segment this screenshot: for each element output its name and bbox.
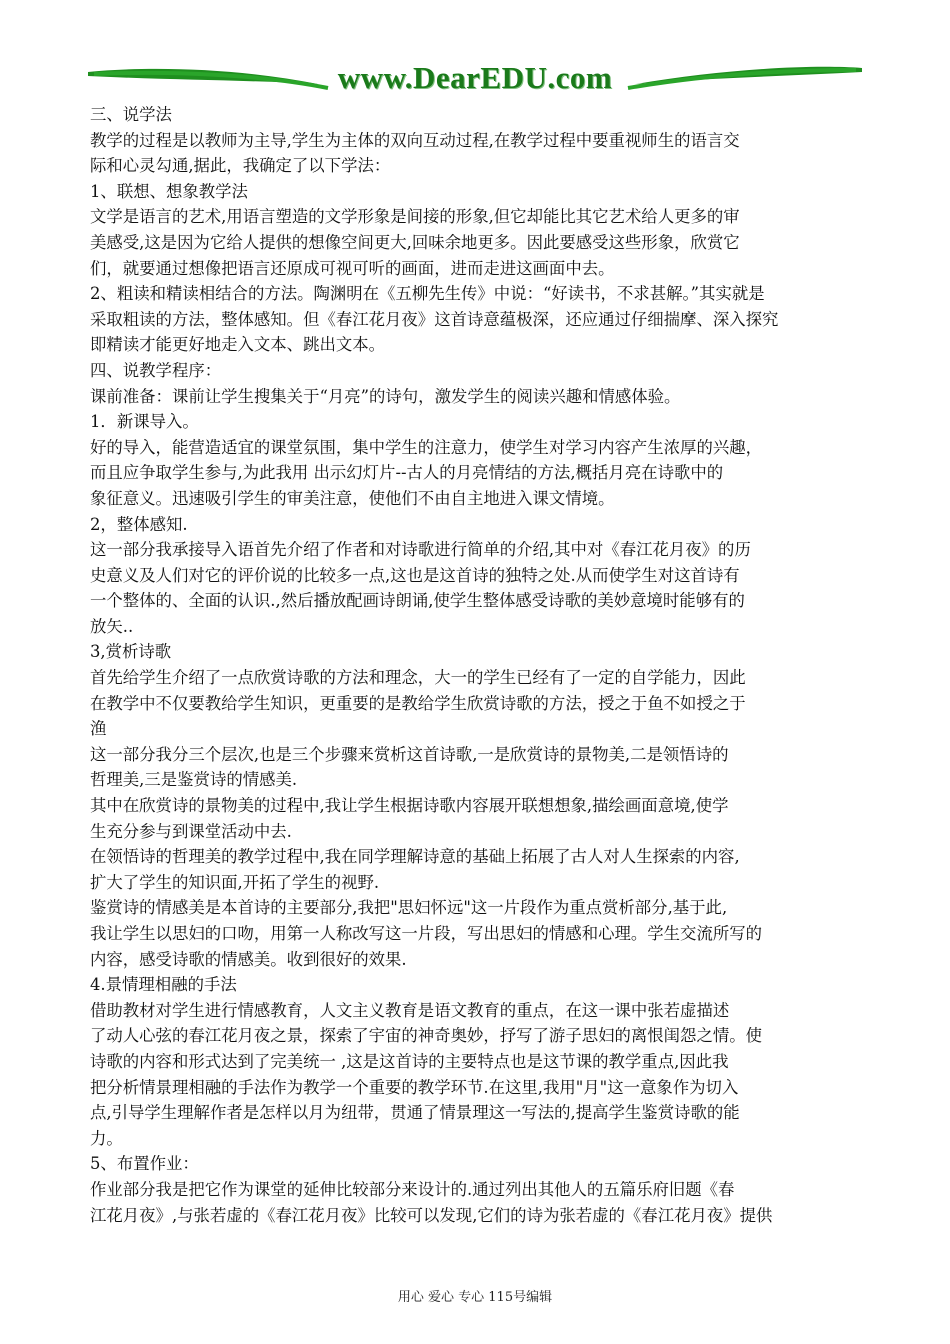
text-line: 这一部分我分三个层次,也是三个步骤来赏析这首诗歌,一是欣赏诗的景物美,二是领悟诗的 <box>90 744 729 764</box>
text-line: 4.景情理相融的手法 <box>90 975 237 995</box>
text-line: 史意义及人们对它的评价说的比较多一点,这也是这首诗的独特之处.从而使学生对这首诗有 <box>90 565 740 585</box>
text-line: 借助教材对学生进行情感教育，人文主义教育是语文教育的重点，在这一课中张若虚描述 <box>90 1000 730 1020</box>
text-line: 我让学生以思妇的口吻，用第一人称改写这一片段，写出思妇的情感和心理。学生交流所写的 <box>90 924 763 943</box>
text-line: 文学是语言的艺术,用语言塑造的文学形象是间接的形象,但它却能比其它艺术给人更多的审 <box>90 207 740 227</box>
text-line: 美感受,这是因为它给人提供的想像空间更大,回味余地更多。因此要感受这些形象，欣赏它 <box>90 232 740 252</box>
text-line: 在教学中不仅要教给学生知识，更重要的是教给学生欣赏诗歌的方法，授之于鱼不如授之于 <box>90 693 746 713</box>
text-line: 作业部分我是把它作为课堂的延伸比较部分来设计的.通过列出其他人的五篇乐府旧题《春 <box>90 1179 735 1199</box>
text-line: 四、说教学程序： <box>90 360 222 380</box>
text-line: 把分析情景理相融的手法作为教学一个重要的教学环节.在这里,我用"月"这一意象作为切入 <box>90 1077 739 1097</box>
text-line: 渔 <box>90 719 107 739</box>
text-line: 首先给学生介绍了一点欣赏诗歌的方法和理念，大一的学生已经有了一定的自学能力，因此 <box>90 668 746 688</box>
text-line: 内容，感受诗歌的情感美。收到很好的效果. <box>90 949 407 969</box>
text-line: 象征意义。迅速吸引学生的审美注意，使他们不由自主地进入课文情境。 <box>90 488 615 508</box>
text-line: 们，就要通过想像把语言还原成可视可听的画面，进而走进这画面中去。 <box>90 258 615 278</box>
text-line: 2，整体感知. <box>90 514 188 534</box>
text-line: 而且应争取学生参与,为此我用 出示幻灯片--古人的月亮情结的方法,概括月亮在诗歌中的 <box>90 463 724 483</box>
page-footer: 用心 爱心 专心 115号编辑 <box>397 1290 553 1305</box>
text-line: 扩大了学生的知识面,开拓了学生的视野. <box>90 872 380 892</box>
text-line: 一个整体的、全面的认识.,然后播放配画诗朗诵,使学生整体感受诗歌的美妙意境时能够有的 <box>90 591 745 611</box>
site-header <box>88 58 862 102</box>
text-line: 放矢.. <box>90 616 134 636</box>
text-line: 生充分参与到课堂活动中去. <box>90 821 292 841</box>
text-line: 三、说学法 <box>90 105 172 124</box>
text-line: 这一部分我承接导入语首先介绍了作者和对诗歌进行简单的介绍,其中对《春江花月夜》的历 <box>90 540 751 560</box>
text-line: 在领悟诗的哲理美的教学过程中,我在同学理解诗意的基础上拓展了古人对人生探索的内容, <box>90 847 740 867</box>
text-line: 教学的过程是以教师为主导,学生为主体的双向互动过程,在教学过程中要重视师生的语言交 <box>90 130 740 150</box>
text-line: 际和心灵勾通,据此，我确定了以下学法： <box>90 156 391 176</box>
text-line: 即精读才能更好地走入文本、跳出文本。 <box>90 335 386 355</box>
text-line: 好的导入，能营造适宜的课堂氛围，集中学生的注意力，使学生对学习内容产生浓厚的兴趣， <box>90 437 763 457</box>
text-line: 哲理美,三是鉴赏诗的情感美. <box>90 770 298 790</box>
text-line: 点,引导学生理解作者是怎样以月为纽带，贯通了情景理这一写法的,提高学生鉴赏诗歌的能 <box>90 1103 740 1123</box>
text-line: 3,赏析诗歌 <box>90 642 172 662</box>
text-line: 诗歌的内容和形式达到了完美统一 ,这是这首诗的主要特点也是这节课的教学重点,因此我 <box>90 1051 729 1071</box>
text-line: 2、粗读和精读相结合的方法。陶渊明在《五柳先生传》中说：“好读书，不求甚解。”其实就是 <box>90 284 765 304</box>
text-line: 1．新课导入。 <box>90 412 199 432</box>
text-line: 1、联想、想象教学法 <box>90 181 248 201</box>
document-body <box>90 102 858 1228</box>
text-line: 课前准备：课前让学生搜集关于“月亮”的诗句，激发学生的阅读兴趣和情感体验。 <box>90 386 681 406</box>
text-line: 力。 <box>90 1128 123 1148</box>
text-line: 采取粗读的方法，整体感知。但《春江花月夜》这首诗意蕴极深，还应通过仔细揣摩、深入探究 <box>90 309 779 329</box>
text-line: 鉴赏诗的情感美是本首诗的主要部分,我把"思妇怀远"这一片段作为重点赏析部分,基于此, <box>90 898 728 918</box>
site-logo[interactable]: www.DearEDU.com <box>337 60 613 95</box>
text-line: 5、布置作业： <box>90 1154 199 1174</box>
text-line: 其中在欣赏诗的景物美的过程中,我让学生根据诗歌内容展开联想想象,描绘画面意境,使学 <box>90 796 729 816</box>
text-line: 了动人心弦的春江花月夜之景，探索了宇宙的神奇奥妙，抒写了游子思妇的离恨闺怨之情。使 <box>90 1026 763 1046</box>
text-line: 江花月夜》,与张若虚的《春江花月夜》比较可以发现,它们的诗为张若虚的《春江花月夜》提供 <box>90 1205 773 1225</box>
